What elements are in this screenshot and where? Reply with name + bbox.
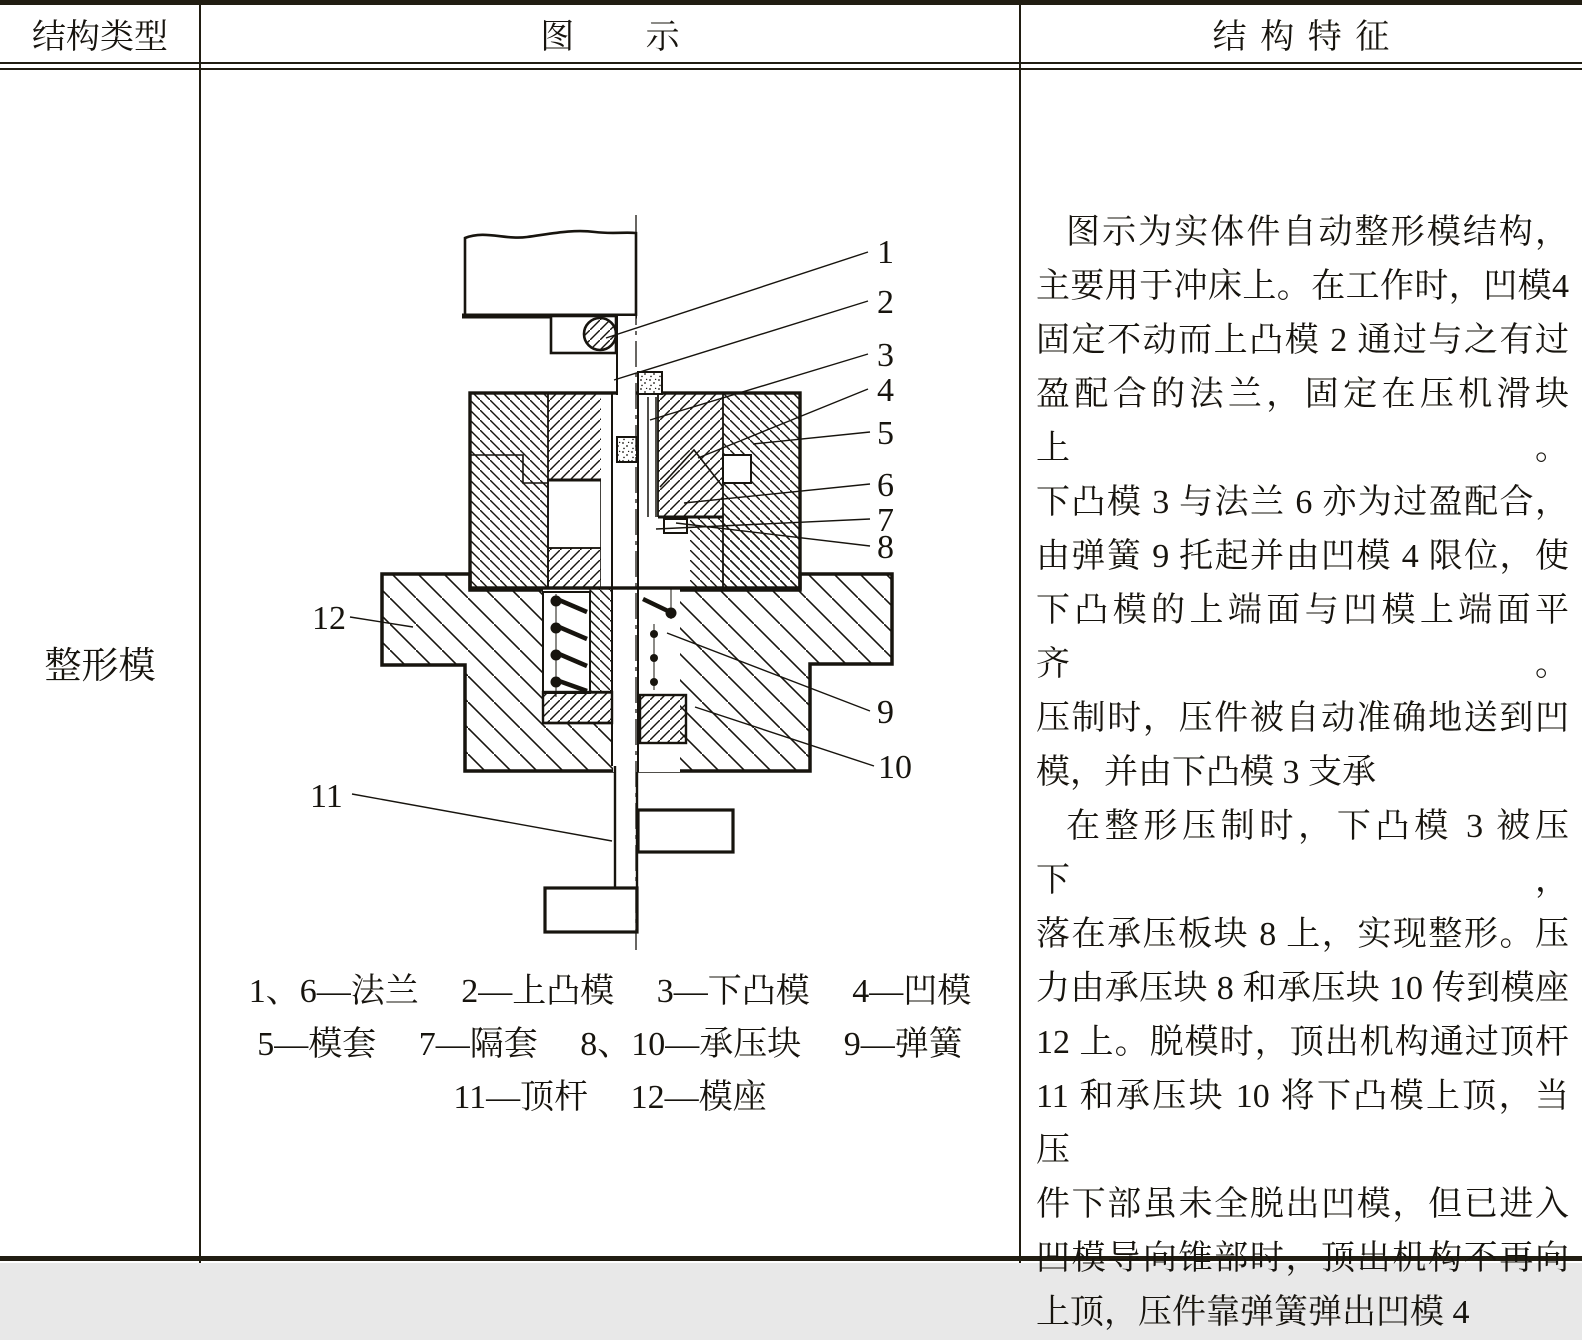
figure-caption-line-2 [200, 1017, 1020, 1063]
part-label-8: 8 [877, 529, 894, 566]
feature-line: 11 和承压块 10 将下凸模上顶，当压 [1036, 1078, 1569, 1169]
ejector-rod-11 [545, 766, 733, 932]
part-label-3: 3 [877, 337, 894, 374]
part-label-5: 5 [877, 415, 894, 452]
part-label-12: 12 [312, 600, 346, 637]
feature-line: 压制时，压件被自动准确地送到凹 [1036, 700, 1569, 737]
figure-caption-line-3 [200, 1070, 1020, 1116]
header-figure-label: 图 示 [540, 18, 699, 56]
header-divider-line-2 [0, 68, 1582, 70]
header-structure-type [0, 4, 200, 62]
row-label-sizing-die [0, 636, 200, 688]
header-structure-feature-label: 结构特征 [1212, 18, 1403, 56]
header-structure-feature [1020, 4, 1582, 62]
die-structure-diagram [200, 195, 1020, 960]
part-label-7: 7 [877, 502, 894, 539]
row-label-text: 整形模 [44, 646, 156, 687]
caption-text-2: 5—模套 7—隔套 8、10—承压块 9—弹簧 [257, 1025, 963, 1063]
part-label-6: 6 [877, 467, 894, 504]
part-label-1: 1 [877, 234, 894, 271]
feature-line: 图示为实体件自动整形模结构， [1066, 214, 1569, 251]
feature-line: 力由承压块 8 和承压块 10 传到模座 [1036, 970, 1569, 1007]
feature-line: 在整形压制时，下凸模 3 被压下， [1036, 808, 1569, 899]
feature-description [1020, 206, 1582, 1340]
upper-die-assembly [470, 393, 800, 588]
ejector-plate-bottom [545, 888, 637, 932]
part-label-11: 11 [310, 778, 343, 815]
header-divider-line-1 [0, 62, 1582, 64]
press-ram [462, 231, 637, 316]
ejector-plate-right [638, 810, 733, 852]
part-label-10: 10 [878, 749, 912, 786]
feature-line: 下凸模 3 与法兰 6 亦为过盈配合， [1036, 484, 1569, 521]
feature-line: 主要用于冲床上。在工作时，凹模4 [1036, 268, 1569, 305]
part-label-2: 2 [877, 284, 894, 321]
feature-line: 件下部虽未全脱出凹模，但已进入 [1036, 1186, 1569, 1223]
feature-line: 盈配合的法兰，固定在压机滑块上。 [1036, 376, 1569, 467]
feature-line: 上顶，压件靠弹簧弹出凹模 4 [1036, 1294, 1470, 1331]
feature-line: 固定不动而上凸模 2 通过与之有过 [1036, 322, 1569, 359]
figure-caption-line-1 [200, 964, 1020, 1010]
feature-line: 落在承压板块 8 上，实现整形。压 [1036, 916, 1569, 953]
compact-section-upper [638, 372, 662, 394]
feature-line: 下凸模的上端面与凹模上端面平齐。 [1036, 592, 1569, 683]
feature-line: 12 上。脱模时，顶出机构通过顶杆 [1036, 1024, 1569, 1061]
part-label-4: 4 [877, 372, 894, 409]
compact-section-lower [617, 437, 637, 462]
caption-text-1: 1、6—法兰 2—上凸模 3—下凸模 4—凹模 [248, 972, 972, 1010]
header-figure [200, 4, 1020, 62]
flange-collar-1 [551, 316, 616, 353]
feature-line: 凹模导向锥部时，顶出机构不再向 [1036, 1240, 1569, 1277]
feature-line: 由弹簧 9 托起并由凹模 4 限位，使 [1036, 538, 1569, 575]
pressure-block-8 [664, 519, 687, 533]
feature-line: 模，并由下凸模 3 支承 [1036, 754, 1376, 791]
part-label-9: 9 [877, 694, 894, 731]
caption-text-3: 11—顶杆 12—模座 [453, 1078, 767, 1116]
header-structure-type-label: 结构类型 [32, 18, 168, 56]
